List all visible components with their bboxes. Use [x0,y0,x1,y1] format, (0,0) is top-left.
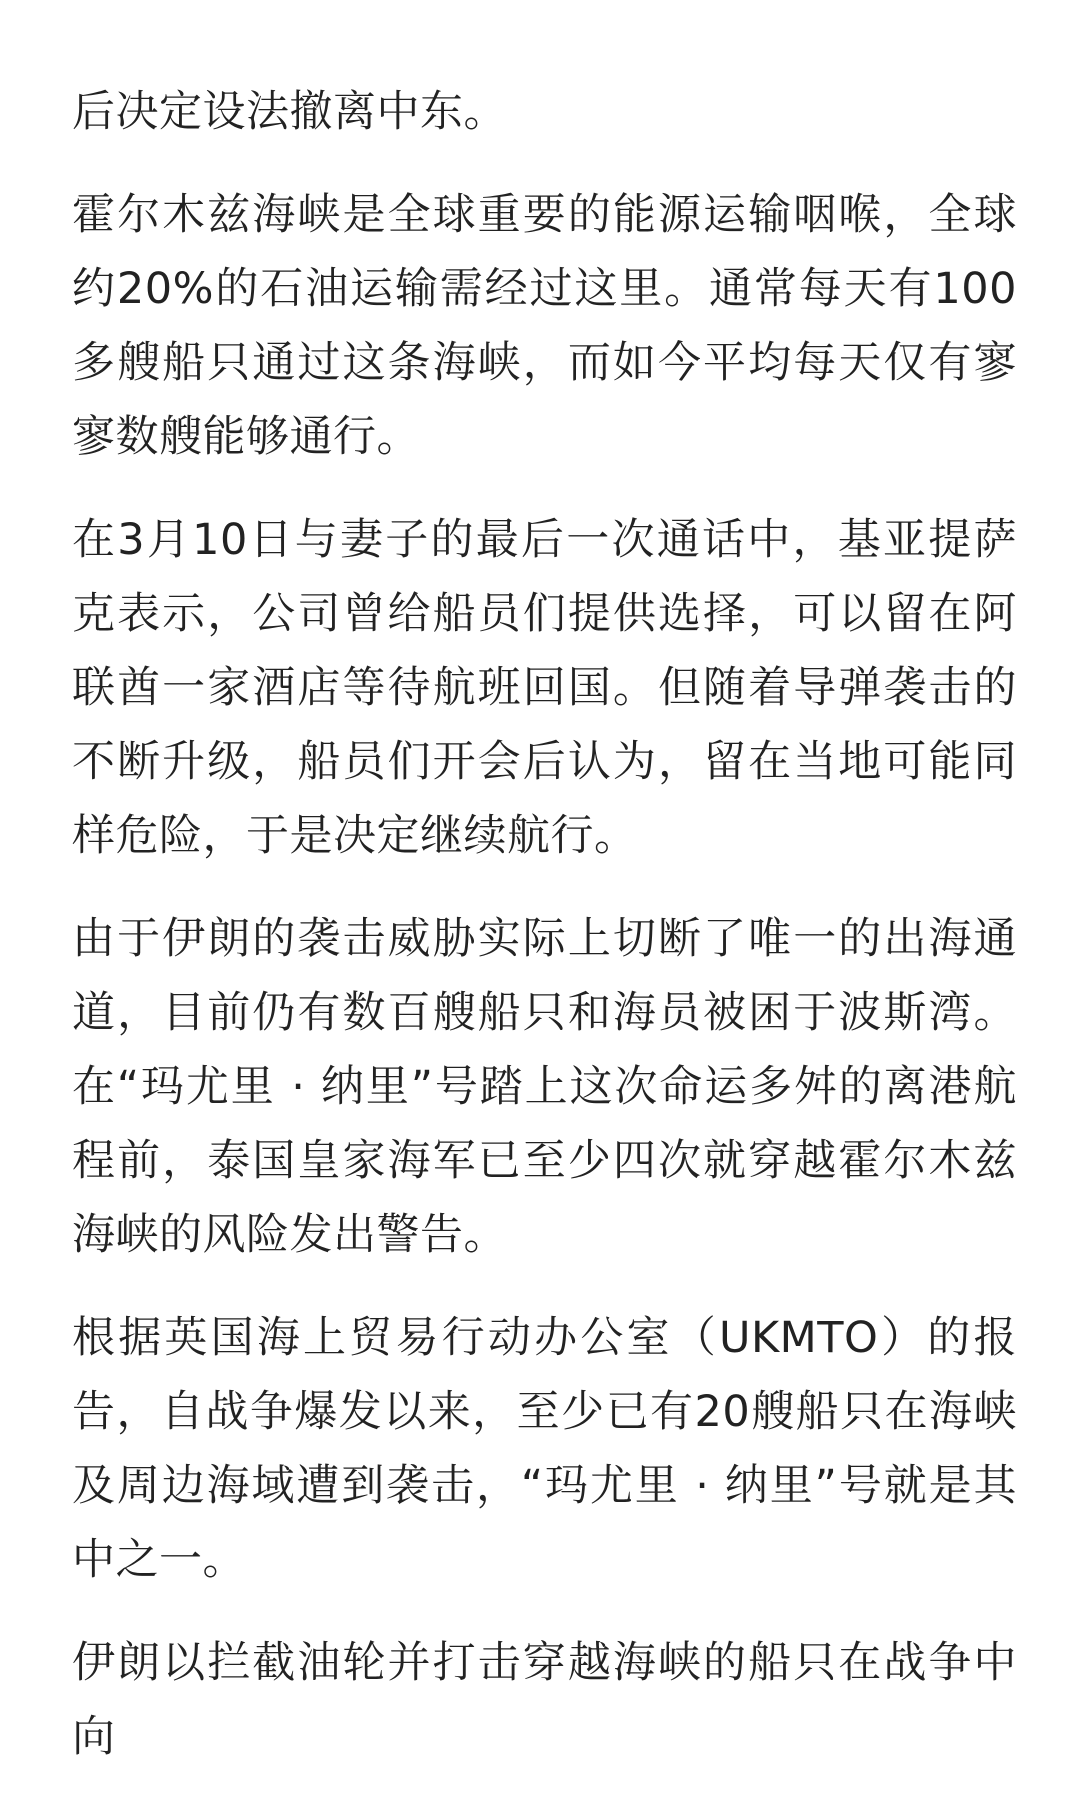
paragraph-4: 由于伊朗的袭击威胁实际上切断了唯一的出海通道，目前仍有数百艘船只和海员被困于波斯湾。在“玛尤里 · 纳里”号踏上这次命运多舛的离港航程前，泰国皇家海军已至少四次就穿越霍尔木兹海峡的风险发出警告。 [72,914,1017,1260]
paragraph-2: 霍尔木兹海峡是全球重要的能源运输咽喉，全球约20%的石油运输需经过这里。通常每天有100多艘船只通过这条海峡，而如今平均每天仅有寥寥数艘能够通行。 [72,190,1017,462]
article-body [72,75,1017,1774]
paragraph-6: 伊朗以拦截油轮并打击穿越海峡的船只在战争中向 [72,1638,1017,1762]
paragraph-5: 根据英国海上贸易行动办公室（UKMTO）的报告，自战争爆发以来，至少已有20艘船只在海峡及周边海域遭到袭击，“玛尤里 · 纳里”号就是其中之一。 [72,1313,1017,1585]
paragraph-1: 后决定设法撤离中东。 [72,87,507,137]
paragraph-3: 在3月10日与妻子的最后一次通话中，基亚提萨克表示，公司曾给船员们提供选择，可以留在阿联酋一家酒店等待航班回国。但随着导弹袭击的不断升级，船员们开会后认为，留在当地可能同样危险，于是决定继续航行。 [72,515,1017,861]
